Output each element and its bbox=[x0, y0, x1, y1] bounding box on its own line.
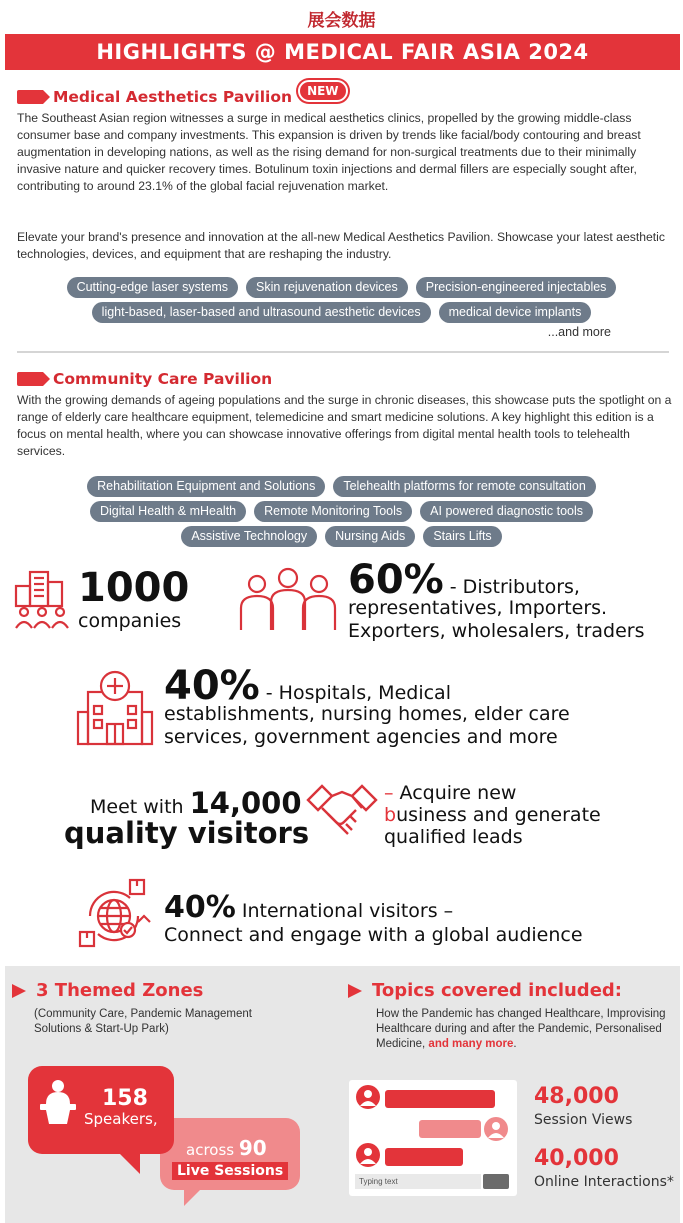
community-header bbox=[17, 370, 272, 388]
globe-shipping-icon bbox=[76, 878, 154, 950]
hospitals-text-2: establishments, nursing homes, elder care bbox=[164, 703, 570, 725]
people-group-icon bbox=[237, 566, 339, 632]
themed-zones-desc: (Community Care, Pandemic Management Solutions & Start-Up Park) bbox=[34, 1008, 252, 1035]
live-sessions-label: Live Sessions bbox=[172, 1162, 288, 1180]
chat-message-bubble bbox=[385, 1148, 463, 1166]
pill: Skin rejuvenation devices bbox=[246, 277, 408, 298]
user-avatar-icon bbox=[355, 1142, 381, 1168]
international-stat bbox=[164, 890, 453, 925]
sessions-number: 90 bbox=[238, 1136, 267, 1160]
distributors-text: - Distributors, bbox=[443, 576, 580, 598]
pill: light-based, laser-based and ultrasound aesthetic devices bbox=[92, 302, 431, 323]
topics-desc-end: . bbox=[513, 1038, 517, 1050]
triangle-icon bbox=[348, 984, 362, 998]
meet-with-line bbox=[90, 786, 302, 820]
pill: Rehabilitation Equipment and Solutions bbox=[87, 476, 325, 497]
speakers-label: Speakers, bbox=[84, 1110, 158, 1128]
community-pills-row-3 bbox=[0, 526, 683, 547]
tag-icon bbox=[17, 90, 43, 104]
triangle-icon bbox=[12, 984, 26, 998]
themed-zones-title-row bbox=[12, 980, 203, 1001]
aesthetics-pills-row-2 bbox=[0, 302, 683, 323]
meet-with-text: Meet with bbox=[90, 796, 190, 818]
hospitals-number: 40% bbox=[164, 663, 260, 709]
session-views-label: Session Views bbox=[534, 1112, 633, 1128]
chat-illustration bbox=[349, 1080, 517, 1196]
pill: Digital Health & mHealth bbox=[90, 501, 246, 522]
aesthetics-title: Medical Aesthetics Pavilion bbox=[53, 88, 293, 106]
sessions-bubble-tail bbox=[184, 1188, 202, 1206]
online-interactions-label: Online Interactions* bbox=[534, 1174, 674, 1190]
speakers-number: 158 bbox=[102, 1086, 148, 1111]
and-more-text: ...and more bbox=[547, 325, 611, 339]
aesthetics-header bbox=[17, 86, 348, 108]
aesthetics-paragraph-1: The Southeast Asian region witnesses a surge in medical aesthetics clinics, propelled by the growing middle-class consumer base and company investments. This expansion is driven by trends like facial/body contouring and breast augmentation in developing nations, as well as the rising demand for non-surgical treatments due to their minimally invasive nature and quicker recovery times. Botulinum toxin injections and dermal fillers are especially sought after, contributing to around 23.1% of the global facial rejuvenation market. bbox=[17, 111, 641, 193]
topics-many-more: and many more bbox=[428, 1038, 514, 1050]
international-text-2: Connect and engage with a global audience bbox=[164, 924, 583, 946]
page-title: 展会数据 bbox=[307, 11, 376, 31]
acquire-line-1 bbox=[384, 782, 516, 805]
pill: Cutting-edge laser systems bbox=[67, 277, 238, 298]
themed-zones-title: 3 Themed Zones bbox=[36, 980, 204, 1001]
chat-reply-bubble bbox=[419, 1120, 481, 1138]
new-badge: NEW bbox=[298, 80, 347, 102]
distributors-stat bbox=[348, 558, 580, 602]
pill: medical device implants bbox=[439, 302, 592, 323]
pill: AI powered diagnostic tools bbox=[420, 501, 593, 522]
community-pills-row-2 bbox=[0, 501, 683, 522]
online-interactions-number: 40,000 bbox=[534, 1146, 619, 1171]
hospitals-text: - Hospitals, Medical bbox=[259, 682, 451, 704]
highlights-banner: HIGHLIGHTS @ MEDICAL FAIR ASIA 2024 bbox=[5, 34, 680, 70]
acquire-dash: – bbox=[384, 782, 400, 804]
community-pills-row-1 bbox=[0, 476, 683, 497]
across-sessions-line bbox=[186, 1136, 267, 1160]
aesthetics-paragraph-2: Elevate your brand's presence and innovation at the all-new Medical Aesthetics Pavilion. Showcase your latest aesthetic technologies, devices, and equipment that are reshaping the industry. bbox=[17, 230, 665, 261]
pill: Stairs Lifts bbox=[423, 526, 501, 547]
acquire-b: b bbox=[384, 804, 397, 826]
international-text: International visitors – bbox=[235, 900, 454, 922]
hospitals-text-3: services, government agencies and more bbox=[164, 726, 558, 748]
pill: Nursing Aids bbox=[325, 526, 415, 547]
community-title: Community Care Pavilion bbox=[53, 370, 273, 388]
distributors-text-2: representatives, Importers. bbox=[348, 597, 608, 619]
pill: Precision-engineered injectables bbox=[416, 277, 617, 298]
topics-title: Topics covered included: bbox=[372, 980, 622, 1001]
acquire-line-2 bbox=[384, 804, 601, 827]
pill: Assistive Technology bbox=[181, 526, 317, 547]
community-paragraph: With the growing demands of ageing populations and the surge in chronic diseases, this showcase puts the spotlight on a range of elderly care healthcare equipment, telemedicine and smart medicine solutions. A key highlight this edition is a focus on mental health, where you can showcase innovative offerings from digital mental health tools to telehealth services. bbox=[17, 393, 672, 458]
acquire-text-1: Acquire new bbox=[399, 782, 517, 804]
hospitals-stat bbox=[164, 664, 451, 708]
tag-icon bbox=[17, 372, 43, 386]
international-number: 40% bbox=[164, 890, 236, 925]
companies-label: companies bbox=[78, 610, 182, 632]
distributors-number: 60% bbox=[348, 557, 444, 603]
topics-title-row bbox=[348, 980, 622, 1001]
across-text: across bbox=[186, 1141, 239, 1159]
aesthetics-pills-row-1 bbox=[0, 277, 683, 298]
user-avatar-icon bbox=[483, 1116, 509, 1142]
topics-desc-text: How the Pandemic has changed Healthcare, Improvising Healthcare during and after the Pandemic, Personalised Medicine, bbox=[376, 1008, 666, 1050]
speakers-bubble-tail bbox=[118, 1152, 140, 1174]
acquire-text-2: usiness and generate bbox=[396, 804, 601, 826]
visitors-number: 14,000 bbox=[189, 786, 302, 820]
typing-input: Typing text bbox=[355, 1174, 481, 1189]
user-avatar-icon bbox=[355, 1084, 381, 1110]
hospital-icon bbox=[76, 666, 154, 746]
speaker-podium-icon bbox=[36, 1078, 80, 1124]
chat-message-bubble bbox=[385, 1090, 495, 1108]
session-views-number: 48,000 bbox=[534, 1084, 619, 1109]
section-divider bbox=[17, 351, 669, 353]
pill: Telehealth platforms for remote consultation bbox=[333, 476, 596, 497]
topics-desc bbox=[376, 1007, 676, 1052]
visitors-label: quality visitors bbox=[64, 816, 310, 850]
distributors-text-3: Exporters, wholesalers, traders bbox=[348, 620, 645, 642]
buildings-people-icon bbox=[10, 568, 74, 630]
send-button bbox=[483, 1174, 509, 1189]
handshake-icon bbox=[306, 778, 378, 846]
pill: Remote Monitoring Tools bbox=[254, 501, 412, 522]
companies-number: 1000 bbox=[78, 565, 190, 611]
acquire-line-3: qualified leads bbox=[384, 826, 523, 848]
